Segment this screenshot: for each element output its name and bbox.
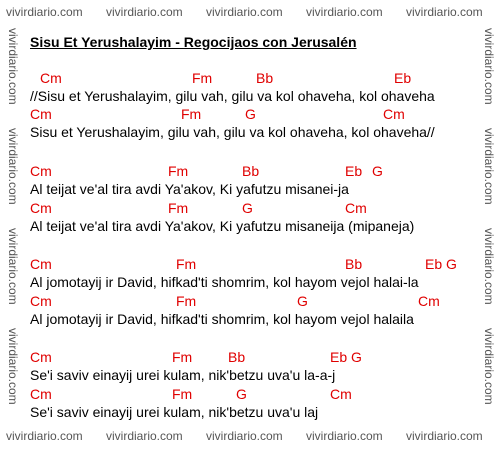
- chord: Fm: [181, 106, 202, 122]
- chord: Cm: [30, 349, 52, 365]
- chord: G: [245, 106, 256, 122]
- chord: Eb G: [330, 349, 362, 365]
- chord: Bb: [256, 70, 274, 86]
- chord: G: [242, 200, 253, 216]
- chord: Cm: [30, 200, 52, 216]
- chord: Bb: [242, 163, 260, 179]
- chord: Cm: [30, 293, 52, 309]
- watermark-bottom-5: vivirdiario.com: [406, 429, 483, 443]
- chord: Cm: [30, 386, 52, 402]
- chord: Cm: [40, 70, 62, 86]
- chord: Fm: [172, 349, 193, 365]
- watermark-right-2: vivirdiario.com: [482, 128, 496, 205]
- lyric-line: Al teijat ve'al tira avdi Ya'akov, Ki yafutzu misanei-ja: [30, 181, 349, 197]
- chord: Bb: [228, 349, 246, 365]
- lyric-line: //Sisu et Yerushalayim, gilu vah, gilu va kol ohaveha, kol ohaveha: [30, 88, 435, 104]
- chord: Fm: [168, 200, 189, 216]
- watermark-right-4: vivirdiario.com: [482, 328, 496, 405]
- watermark-top-4: vivirdiario.com: [306, 5, 383, 19]
- watermark-top-1: vivirdiario.com: [6, 5, 83, 19]
- chord: G: [372, 163, 383, 179]
- watermark-bottom-3: vivirdiario.com: [206, 429, 283, 443]
- chord: Cm: [30, 106, 52, 122]
- chord: Fm: [176, 256, 197, 272]
- chord: Cm: [330, 386, 352, 402]
- chord: Fm: [192, 70, 213, 86]
- watermark-top-5: vivirdiario.com: [406, 5, 483, 19]
- chord: Fm: [168, 163, 189, 179]
- watermark-top-3: vivirdiario.com: [206, 5, 283, 19]
- chord: Cm: [345, 200, 367, 216]
- chord: G: [236, 386, 247, 402]
- chord: Eb: [345, 163, 363, 179]
- lyric-line: Al teijat ve'al tira avdi Ya'akov, Ki yafutzu misaneija (mipaneja): [30, 218, 415, 234]
- song-title: Sisu Et Yerushalayim - Regocijaos con Jerusalén: [30, 34, 357, 50]
- chord: Cm: [30, 256, 52, 272]
- chord: Fm: [172, 386, 193, 402]
- chord: Fm: [176, 293, 197, 309]
- watermark-left-4: vivirdiario.com: [6, 328, 20, 405]
- chord: Cm: [418, 293, 440, 309]
- lyric-line: Se'i saviv einayij urei kulam, nik'betzu uva'u la-a-j: [30, 367, 336, 383]
- chord: Cm: [30, 163, 52, 179]
- chord: Eb G: [425, 256, 457, 272]
- lyric-line: Al jomotayij ir David, hifkad'ti shomrim, kol hayom vejol halaila: [30, 311, 414, 327]
- watermark-bottom-4: vivirdiario.com: [306, 429, 383, 443]
- watermark-right-3: vivirdiario.com: [482, 228, 496, 305]
- lyric-line: Al jomotayij ir David, hifkad'ti shomrim, kol hayom vejol halai-la: [30, 274, 419, 290]
- lyric-line: Se'i saviv einayij urei kulam, nik'betzu uva'u laj: [30, 404, 319, 420]
- chord: Bb: [345, 256, 363, 272]
- chord: Eb: [394, 70, 412, 86]
- watermark-left-2: vivirdiario.com: [6, 128, 20, 205]
- watermark-bottom-2: vivirdiario.com: [106, 429, 183, 443]
- watermark-left-3: vivirdiario.com: [6, 228, 20, 305]
- chord: G: [297, 293, 308, 309]
- watermark-top-2: vivirdiario.com: [106, 5, 183, 19]
- watermark-bottom-1: vivirdiario.com: [6, 429, 83, 443]
- watermark-right-1: vivirdiario.com: [482, 28, 496, 105]
- lyric-line: Sisu et Yerushalayim, gilu vah, gilu va kol ohaveha, kol ohaveha//: [30, 124, 435, 140]
- watermark-left-1: vivirdiario.com: [6, 28, 20, 105]
- chord: Cm: [383, 106, 405, 122]
